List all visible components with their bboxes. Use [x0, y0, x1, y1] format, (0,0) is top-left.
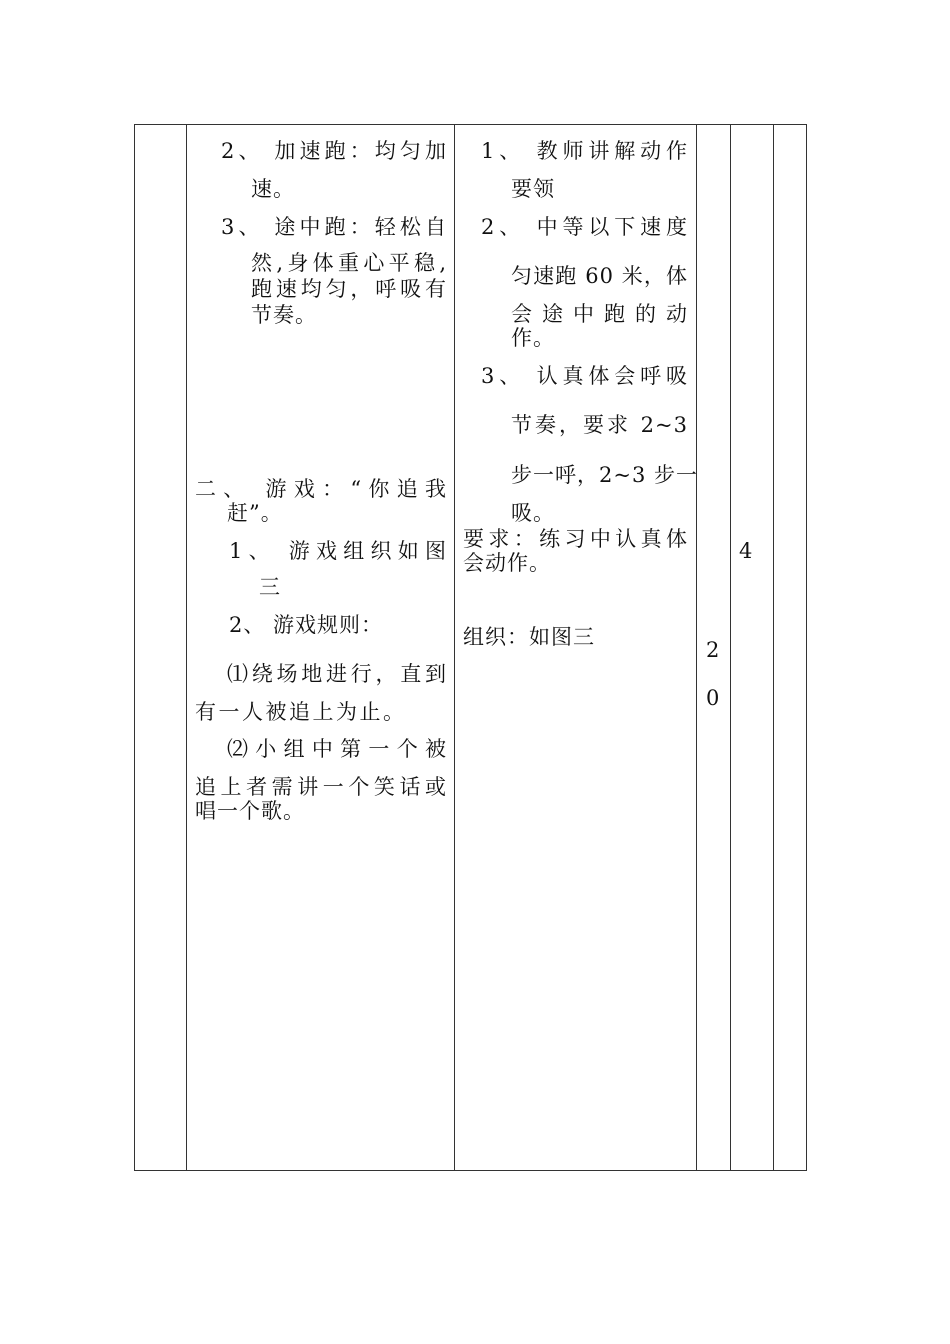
- content-line: 追上者需讲一个笑话或: [195, 775, 447, 799]
- method-line: 匀速跑 60 米，体: [511, 264, 688, 288]
- content-line: 3、 途中跑：轻松自: [221, 215, 447, 239]
- content-line: 2、 加速跑：均匀加: [221, 139, 447, 163]
- method-line: 作。: [511, 326, 555, 350]
- content-line: 速。: [251, 177, 295, 201]
- content-line: 跑速均匀，呼吸有: [251, 277, 447, 301]
- method-line: 步一呼，2~3 步一: [511, 463, 698, 487]
- method-line: 吸。: [511, 501, 555, 525]
- content-line: 有一人被追上为止。: [195, 700, 405, 724]
- content-line: 赶”。: [227, 501, 283, 525]
- content-column: [187, 125, 454, 1170]
- method-line: 组织：如图三: [463, 625, 595, 649]
- method-line: 要求：练习中认真体: [463, 527, 688, 551]
- method-line: 3、 认真体会呼吸: [481, 364, 688, 388]
- column-divider: [773, 125, 774, 1170]
- method-line: 会动作。: [463, 551, 551, 575]
- content-line: 三: [259, 575, 281, 599]
- method-line: 节奏，要求 2~3: [511, 413, 688, 437]
- method-line: 2、 中等以下速度: [481, 215, 688, 239]
- method-line: 1、 教师讲解动作: [481, 139, 688, 163]
- time-digit: 0: [706, 686, 721, 710]
- content-line: 唱一个歌。: [195, 799, 305, 823]
- time-column: [697, 125, 730, 1170]
- content-line: 然,身体重心平稳,: [251, 251, 447, 275]
- content-line: 二、 游戏：“你追我: [195, 477, 447, 501]
- content-line: 1、 游戏组织如图: [229, 539, 447, 563]
- count-column: [731, 125, 773, 1170]
- content-line: 节奏。: [251, 303, 317, 327]
- method-line: 要领: [511, 177, 555, 201]
- lesson-plan-table: [134, 124, 807, 1171]
- content-line: ⑴绕场地进行，直到: [227, 662, 447, 686]
- content-line: ⑵小组中第一个被: [227, 737, 447, 761]
- method-column: [455, 125, 696, 1170]
- method-line: 会途中跑的动: [511, 302, 688, 326]
- content-line: 2、 游戏规则：: [229, 613, 384, 637]
- count-value: 4: [739, 539, 754, 563]
- time-digit: 2: [706, 638, 721, 662]
